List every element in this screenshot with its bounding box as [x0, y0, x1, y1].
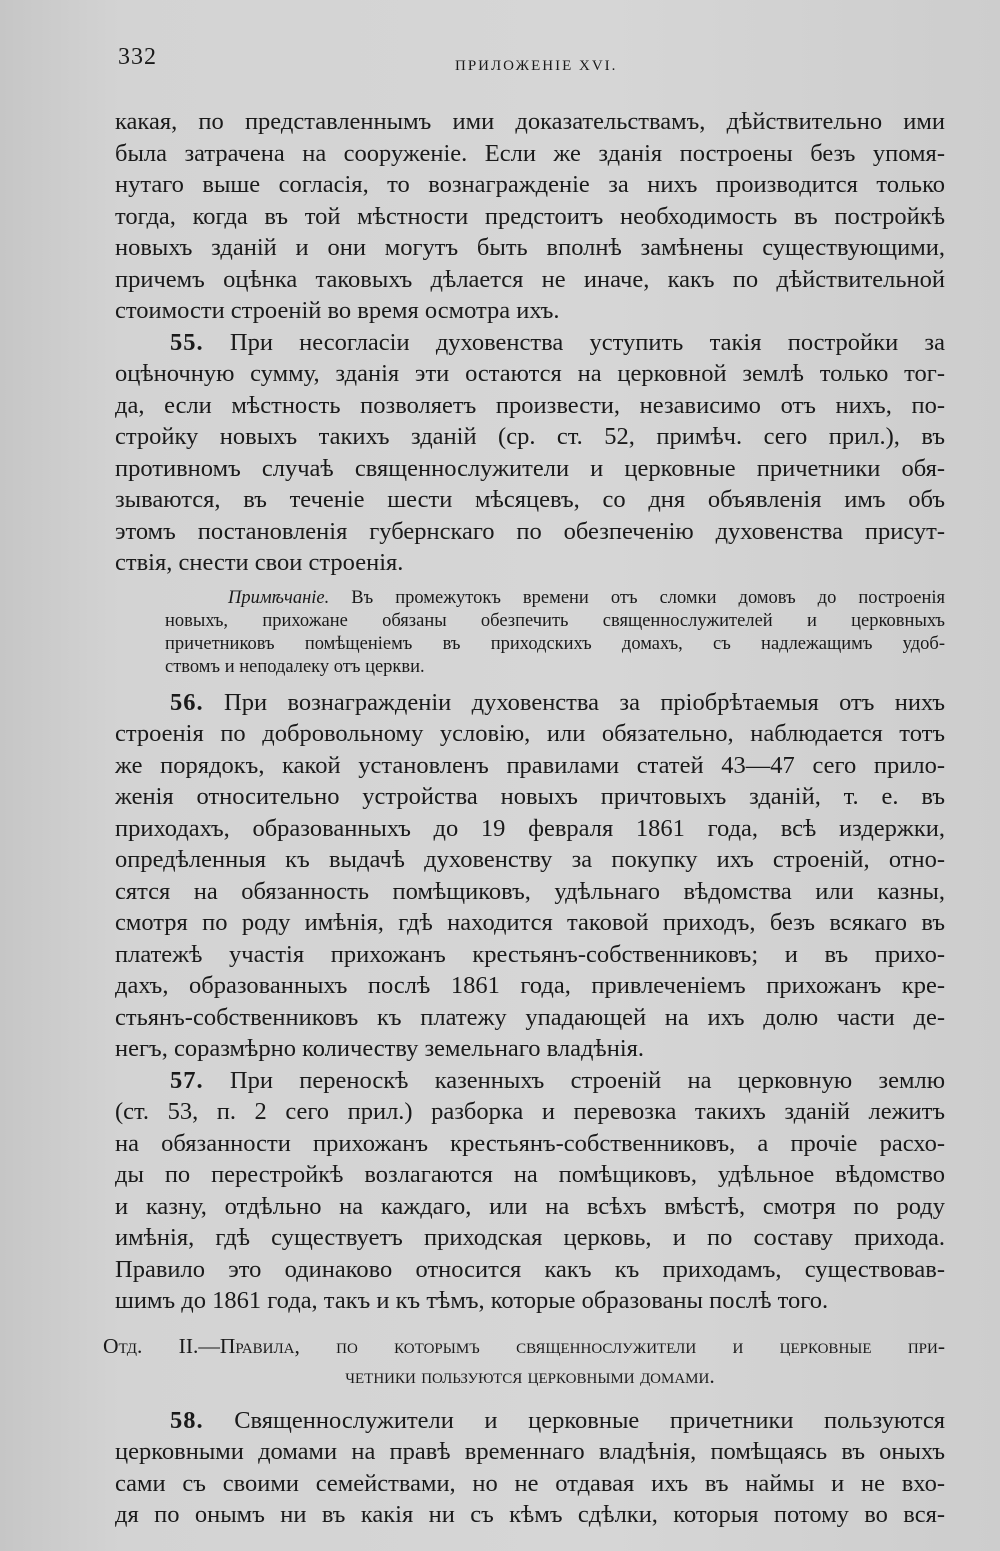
- text-line: опредѣленныя къ выдачѣ духовенству за покупку ихъ строеній, отно-: [115, 846, 945, 873]
- article-first-line: [115, 687, 945, 719]
- text-line: ствія, снести свои строенія.: [115, 549, 404, 576]
- page-body: [103, 106, 946, 1531]
- text-line: шимъ до 1861 года, такъ и къ тѣмъ, которые образованы послѣ того.: [115, 1287, 829, 1314]
- page-header: [118, 44, 940, 74]
- text-line: нутаго выше согласія, то вознагражденіе за нихъ производится только: [115, 171, 945, 198]
- text-line: Правило это одинаково относится какъ къ приходамъ, существовав-: [115, 1255, 945, 1283]
- article-number: 57.: [170, 1066, 204, 1094]
- page-number: 332: [118, 44, 157, 70]
- note-line: новыхъ, прихожане обязаны обезпечить священнослужителей и церковныхъ: [165, 610, 945, 631]
- text-line: ды по перестройкѣ возлагаются на помѣщиковъ, удѣльное вѣдомство: [115, 1161, 945, 1188]
- article-text: При переноскѣ казенныхъ строеній на церковную землю: [229, 1066, 946, 1094]
- text-line: (ст. 53, п. 2 сего прил.) разборка и перевозка такихъ зданій лежитъ: [115, 1098, 945, 1125]
- text-line: приходахъ, образованныхъ до 19 февраля 1861 года, всѣ издержки,: [115, 814, 945, 842]
- article-text: При несогласіи духовенства уступить такія постройки за: [229, 328, 945, 356]
- text-line: противномъ случаѣ священнослужители и церковные причетники обя-: [115, 454, 945, 482]
- note-first-line: [115, 587, 945, 610]
- text-line: тогда, когда въ той мѣстности предстоитъ необходимость въ постройкѣ: [115, 202, 945, 230]
- text-line: оцѣночную сумму, зданія эти остаются на церковной землѣ только тог-: [115, 360, 945, 387]
- text-line: сятся на обязанность помѣщиковъ, удѣльнаго вѣдомства или казны,: [115, 877, 945, 905]
- text-line: женія относительно устройства новыхъ причтовыхъ зданій, т. е. въ: [115, 783, 945, 810]
- article-56: [115, 687, 945, 1065]
- text-line: дахъ, образованныхъ послѣ 1861 года, привлеченіемъ прихожанъ кре-: [115, 972, 945, 999]
- text-line: да, если мѣстность позволяетъ произвести, независимо отъ нихъ, по-: [115, 391, 945, 419]
- text-line: дя по онымъ ни въ какія ни съ кѣмъ сдѣлки, которыя потому во вся-: [115, 1501, 945, 1528]
- text-line: строенія по добровольному условію, или обязательно, наблюдается тотъ: [115, 720, 945, 747]
- article-first-line: [115, 1065, 945, 1097]
- text-line: сами съ своими семействами, но не отдавая ихъ въ наймы и не вхо-: [115, 1469, 945, 1497]
- note-line: причетниковъ помѣщеніемъ въ приходскихъ домахъ, съ надлежащимъ удоб-: [165, 633, 945, 654]
- text-line: стройку новыхъ такихъ зданій (ср. ст. 52, примѣч. сего прил.), въ: [115, 423, 945, 450]
- article-55: [115, 327, 945, 579]
- article-first-line: [115, 1405, 945, 1437]
- article-57: [115, 1065, 945, 1317]
- text-line: платежѣ участія прихожанъ крестьянъ-собственниковъ; и въ прихо-: [115, 940, 945, 968]
- text-line: и казну, отдѣльно на каждаго, или на всѣхъ вмѣстѣ, смотря по роду: [115, 1192, 945, 1220]
- text-line: какая, по представленнымъ ими доказательствамъ, дѣйствительно ими: [115, 108, 945, 135]
- text-line: этомъ постановленія губернскаго по обезпеченію духовенства присут-: [115, 517, 945, 545]
- section-heading-line: Отд. II.—Правила, по которымъ священнослужители и церковные при-: [103, 1333, 945, 1358]
- article-58: [115, 1405, 945, 1531]
- note-line: ствомъ и неподалеку отъ церкви.: [165, 656, 425, 677]
- text-line: имѣнія, гдѣ существуетъ приходская церковь, и по составу прихода.: [115, 1224, 945, 1251]
- text-line: причемъ оцѣнка таковыхъ дѣлается не иначе, какъ по дѣйствительной: [115, 265, 945, 293]
- text-line: новыхъ зданій и они могутъ быть вполнѣ замѣнены существующими,: [115, 234, 945, 261]
- text-line: негъ, соразмѣрно количеству земельнаго владѣнія.: [115, 1035, 645, 1062]
- article-number: 58.: [170, 1406, 204, 1434]
- article-text: Священнослужители и церковные причетники пользуются: [234, 1406, 946, 1434]
- text-line: же порядокъ, какой установленъ правилами статей 43—47 сего прило-: [115, 751, 945, 779]
- paragraph-continuation: [115, 106, 945, 327]
- note-label: Примѣчаніе.: [228, 587, 330, 608]
- text-line: была затрачена на сооруженіе. Если же зданія построены безъ упомя-: [115, 139, 945, 167]
- text-line: зываются, въ теченіе шести мѣсяцевъ, со дня объявленія имъ объ: [115, 486, 945, 513]
- article-number: 56.: [170, 688, 204, 716]
- section-heading: [103, 1331, 945, 1391]
- text-line: стоимости строеній во время осмотра ихъ.: [115, 297, 560, 324]
- note: [115, 587, 945, 679]
- article-text: При вознагражденіи духовенства за пріобрѣтаемыя отъ нихъ: [224, 688, 946, 716]
- section-heading-line: четники пользуются церковными домами.: [345, 1363, 715, 1388]
- note-text: Въ промежутокъ времени отъ сломки домовъ до построенія: [351, 587, 946, 608]
- text-line: смотря по роду имѣнія, гдѣ находится таковой приходъ, безъ всякаго въ: [115, 909, 945, 936]
- article-first-line: [115, 327, 945, 359]
- text-line: стьянъ-собственниковъ къ платежу упадающей на ихъ долю части де-: [115, 1003, 945, 1031]
- running-head: ПРИЛОЖЕНІЕ XVI.: [455, 58, 618, 74]
- article-number: 55.: [170, 328, 204, 356]
- text-line: на обязанности прихожанъ крестьянъ-собственниковъ, а прочіе расхо-: [115, 1129, 945, 1157]
- text-line: церковными домами на правѣ временнаго владѣнія, помѣщаясь въ оныхъ: [115, 1438, 945, 1465]
